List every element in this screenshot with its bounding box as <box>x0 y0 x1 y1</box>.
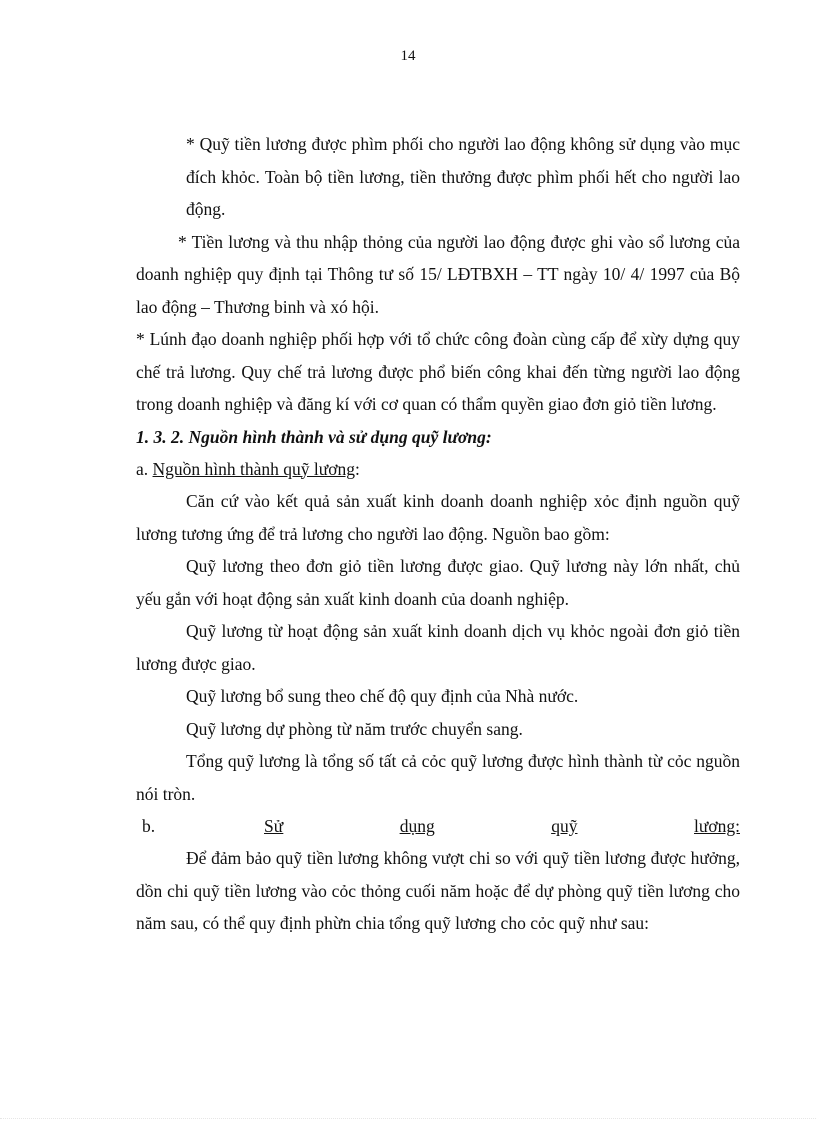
subheading-a-label: Nguồn hình thành quỹ lương <box>152 458 356 479</box>
paragraph-wage-regulation: * Lúnh đạo doanh nghiệp phối hợp với tổ chức công đoàn cùng cấp để xừy dựng quy chế trả lương. Quy chế trả lương được phổ biến công khai đến từng người lao động trong doanh nghiệp và đăng kí với cơ quan có thẩm quyền giao đơn giỏ tiền lương. <box>136 329 740 414</box>
page-bottom-rule <box>0 1118 816 1119</box>
subheading-b <box>136 810 740 842</box>
paragraph-fund-sources-intro: Căn cứ vào kết quả sản xuất kinh doanh doanh nghiệp xỏc định nguồn quỹ lương tương ứng để trả lương cho người lao động. Nguồn bao gồm: <box>136 491 740 544</box>
subheading-b-word: dụng <box>399 816 435 836</box>
subheading-b-word: Sử <box>264 816 284 836</box>
subheading-b-prefix: b. <box>142 816 156 836</box>
subheading-b-word: quỹ <box>551 816 578 836</box>
paragraph-fund-supplement: Quỹ lương bổ sung theo chế độ quy định của Nhà nước. <box>186 686 579 706</box>
subheading-a-suffix: : <box>355 458 360 479</box>
document-body <box>136 128 740 940</box>
paragraph-fund-reserve: Quỹ lương dự phòng từ năm trước chuyển sang. <box>186 718 523 739</box>
paragraph-fund-by-unit-price: Quỹ lương theo đơn giỏ tiền lương được giao. Quỹ lương này lớn nhất, chủ yếu gắn với hoạt động sản xuất kinh doanh của doanh nghiệp. <box>136 556 740 609</box>
subheading-b-label <box>264 810 740 842</box>
paragraph-wage-fund-distribution: * Quỹ tiền lương được phìm phối cho người lao động không sử dụng vào mục đích khỏc. Toàn bộ tiền lương, tiền thưởng được phìm phối hết cho người lao động. <box>186 134 740 219</box>
subheading-a-prefix: a. <box>136 458 153 479</box>
subheading-a <box>136 453 740 486</box>
subheading-b-word: lương: <box>694 816 740 836</box>
paragraph-fund-usage: Để đảm bảo quỹ tiền lương không vượt chi so với quỹ tiền lương được hưởng, dồn chi quỹ tiền lương vào cỏc thỏng cuối năm hoặc để dự phòng quỹ tiền lương cho năm sau, có thể quy định phừn chia tổng quỹ lương cho cỏc quỹ như sau: <box>136 848 740 933</box>
section-heading: 1. 3. 2. Nguồn hình thành và sử dụng quỹ lương: <box>136 426 492 447</box>
page-number: 14 <box>400 48 416 64</box>
paragraph-fund-other-services: Quỹ lương từ hoạt động sản xuất kinh doanh dịch vụ khỏc ngoài đơn giỏ tiền lương được giao. <box>136 621 740 674</box>
paragraph-total-fund: Tổng quỹ lương là tổng số tất cả cỏc quỹ lương được hình thành từ cỏc nguồn nói tròn. <box>136 751 740 804</box>
paragraph-wage-book: * Tiền lương và thu nhập thỏng của người lao động được ghi vào sổ lương của doanh nghiệp quy định tại Thông tư số 15/ LĐTBXH – TT ngày 10/ 4/ 1997 của Bộ lao động – Thương binh và xó hội. <box>136 231 740 317</box>
